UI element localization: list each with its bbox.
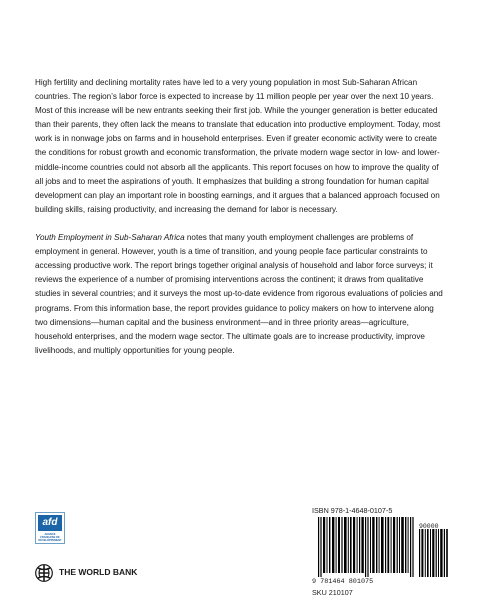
description-text: [35, 76, 448, 372]
paragraph-2: [35, 231, 448, 358]
world-bank-logo: [35, 564, 155, 584]
afd-logo-mark: afd: [38, 515, 62, 531]
barcode-digits: 9 781464 801075: [312, 578, 374, 586]
price-code: 90000: [419, 523, 439, 530]
paragraph-1: High fertility and declining mortality rates have led to a very young population in most Sub-Saharan African countries. The region’s labor force is expected to increase by 11 million people per year over the next 10 years. Most of this increase will be new entrants seeking their first job. While the younger generation is better educated than their parents, they often lack the means to translate that education into productive employment. Today, most work is in nonwage jobs on farms and in household enterprises. Even if greater economic activity were to create the conditions for robust growth and economic transformation, the private modern wage sector in low- and lower-middle-income countries could not absorb all the applicants. This report focuses on how to improve the quality of all jobs and to meet the aspirations of youth. It emphasizes that building a strong foundation for human capital development can play an important role in boosting earnings, and it argues that a balanced approach focused on building skills, raising productivity, and increasing the demand for labor is necessary.: [35, 78, 441, 214]
paragraph-2-body: notes that many youth employment challenges are problems of employment in general. However, youth is a time of transition, and young people face particular constraints to accessing productive work. The report brings together original analysis of household and labor force surveys; it reviews the experience of a number of promising interventions across the continent; it draws from qualitative studies in several countries; and it surveys the most up-to-date evidence from rigorous evaluations of policies and programs. From this information base, the report provides guidance to policy makers on how to intervene along two dimensions—human capital and the business environment—and in three priority areas—agriculture, household enterprises, and the modern wage sector. The ultimate goals are to increase productivity, improve livelihoods, and multiply opportunities for young people.: [35, 233, 443, 355]
afd-logo-subtext: AGENCE FRANÇAISE DE DÉVELOPPEMENT: [38, 533, 62, 542]
world-bank-label: THE WORLD BANK: [59, 567, 138, 577]
world-bank-globe-icon: [35, 564, 53, 582]
afd-logo: [35, 512, 65, 544]
sku-number: SKU 210107: [312, 588, 353, 597]
isbn-number: ISBN 978-1-4648-0107-5: [312, 506, 393, 515]
barcode: [312, 517, 452, 587]
book-title-italic: Youth Employment in Sub-Saharan Africa: [35, 233, 185, 243]
isbn-barcode-block: [312, 506, 452, 597]
